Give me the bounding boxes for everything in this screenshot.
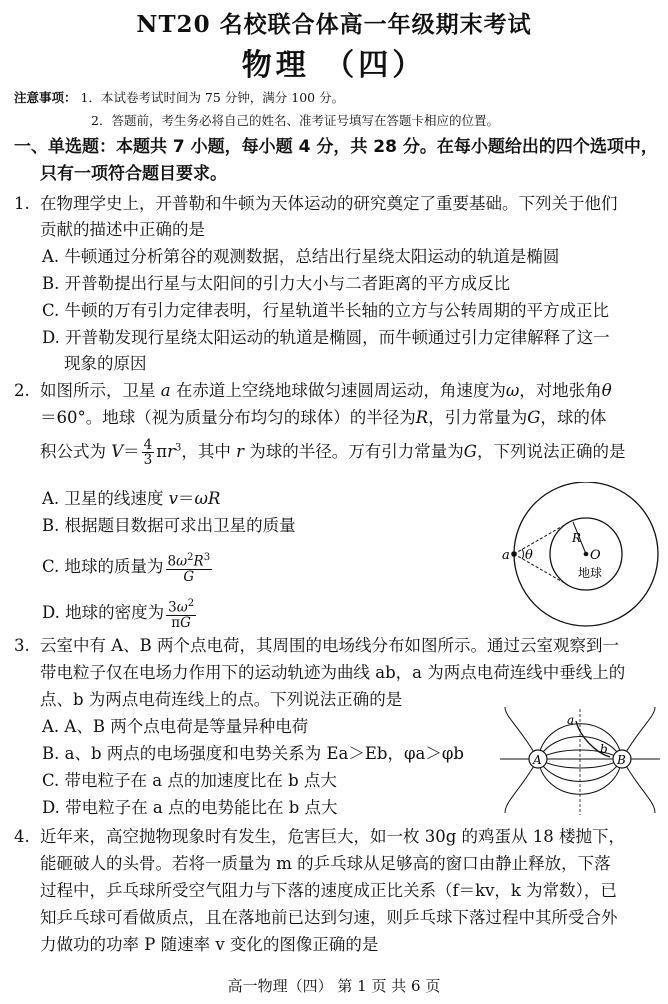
notes-line-1	[14, 88, 344, 106]
q2-stem-3: 积公式为 V＝ $\frac{4}{3}$ $\pi r^3$，其中 r 为球的半径。万有引力常量为G，下列说法正确的是	[40, 437, 626, 468]
section-heading	[14, 134, 659, 188]
page-footer: 高一物理（四） 第 1 页 共 6 页	[227, 977, 441, 995]
label-R: R	[572, 531, 582, 545]
label-B: B	[617, 753, 626, 767]
section-line-2: 只有一项符合题目要求。	[40, 164, 227, 184]
satellite-orbit-figure	[498, 482, 662, 628]
q1-option-d-1: D. 开普勒发现行星绕太阳运动的轨道是椭圆，而牛顿通过引力定律解释了这一	[42, 328, 610, 347]
satellite-dot	[511, 551, 517, 557]
q3-stem-1: 云室中有 A、B 两个点电荷，其周围的电场线分布如图所示。通过云室观察到一	[40, 636, 620, 655]
q1-number: 1.	[14, 194, 30, 213]
q4-stem-5: 力做功的功率 P 随速率 v 变化的图像正确的是	[40, 935, 379, 954]
q1-stem-2: 贡献的描述中正确的是	[40, 220, 205, 239]
q2-option-a: A. 卫星的线速度 v＝ωR	[42, 489, 221, 508]
q4-stem-2: 能砸破人的头骨。若将一质量为 m 的乒乓球从足够高的窗口由静止释放，下落	[40, 854, 611, 873]
section-line-1: 一、单选题：本题共 7 小题，每小题 4 分，共 28 分。在每小题给出的四个选项中，	[14, 137, 658, 157]
subject-title: 物理 （四）	[241, 48, 427, 83]
q1-option-d-2: 现象的原因	[64, 354, 147, 373]
q2-option-b: B. 根据题目数据可求出卫星的质量	[42, 516, 296, 535]
q3-stem-3: 点、b 为两点电荷连线上的点。下列说法正确的是	[40, 690, 403, 709]
q3-number: 3.	[14, 636, 30, 655]
electric-field-figure	[500, 707, 660, 817]
q3-option-a: A. A、B 两个点电荷是等量异种电荷	[42, 717, 309, 736]
label-A: A	[533, 753, 542, 767]
label-earth: 地球	[578, 566, 603, 580]
q2-stem-2: ＝60°。地球（视为质量分布均匀的球体）的半径为R，引力常量为G，球的体	[40, 408, 607, 427]
q1-option-a: A. 牛顿通过分析第谷的观测数据，总结出行星绕太阳运动的轨道是椭圆	[42, 247, 560, 266]
notes-item-1: 1．本试卷考试时间为 75 分钟，满分 100 分。	[80, 90, 345, 105]
q1-option-c: C. 牛顿的万有引力定律表明，行星轨道半长轴的立方与公转周期的平方成正比	[42, 301, 610, 320]
angle-arc	[522, 549, 524, 559]
label-a: a	[502, 548, 510, 563]
q3-option-b: B. a、b 两点的电场强度和电势关系为 Ea＞Eb，φa＞φb	[42, 744, 464, 763]
label-theta: θ	[525, 548, 533, 563]
q3-stem-2: 带电粒子仅在电场力作用下的运动轨迹为曲线 ab，a 为两点电荷连线中垂线上的	[40, 663, 626, 682]
q4-stem-3: 过程中，乒乓球所受空气阻力与下落的速度成正比关系（f＝kv，k 为常数），已	[40, 881, 617, 900]
q4-stem-1: 近年来，高空抛物现象时有发生，危害巨大，如一枚 30g 的鸡蛋从 18 楼抛下，	[40, 827, 626, 846]
q2-stem-1: 如图所示，卫星 a 在赤道上空绕地球做匀速圆周运动，角速度为ω，对地张角θ	[40, 381, 612, 400]
notes-label: 注意事项：	[14, 90, 77, 105]
label-O: O	[590, 548, 601, 563]
q2-number: 2.	[14, 381, 30, 400]
exam-title: NT20 名校联合体高一年级期末考试	[136, 11, 532, 38]
center-dot	[584, 552, 589, 557]
label-b-point: b	[600, 742, 608, 756]
q1-option-b: B. 开普勒提出行星与太阳间的引力大小与二者距离的平方成反比	[42, 274, 511, 293]
q3-option-c: C. 带电粒子在 a 点的加速度比在 b 点大	[42, 771, 337, 790]
q1-stem-1: 在物理学史上，开普勒和牛顿为天体运动的研究奠定了重要基础。下列关于他们	[40, 194, 618, 213]
notes-item-2: 2．答题前，考生务必将自己的姓名、准考证号填写在答题卡相应的位置。	[91, 113, 499, 128]
label-a-point: a	[567, 713, 575, 727]
q2-option-c: C. 地球的质量为 $\frac{8\omega^2R^3}{G}$	[42, 552, 211, 585]
q4-stem-4: 知乒乓球可看做质点，且在落地前已达到匀速，则乒乓球下落过程中其所受合外	[40, 908, 618, 927]
q4-number: 4.	[14, 827, 30, 846]
q2-option-d: D. 地球的密度为 $\frac{3\omega^2}{\pi G}$	[42, 598, 195, 631]
q3-option-d: D. 带电粒子在 a 点的电势能比在 b 点大	[42, 798, 338, 817]
